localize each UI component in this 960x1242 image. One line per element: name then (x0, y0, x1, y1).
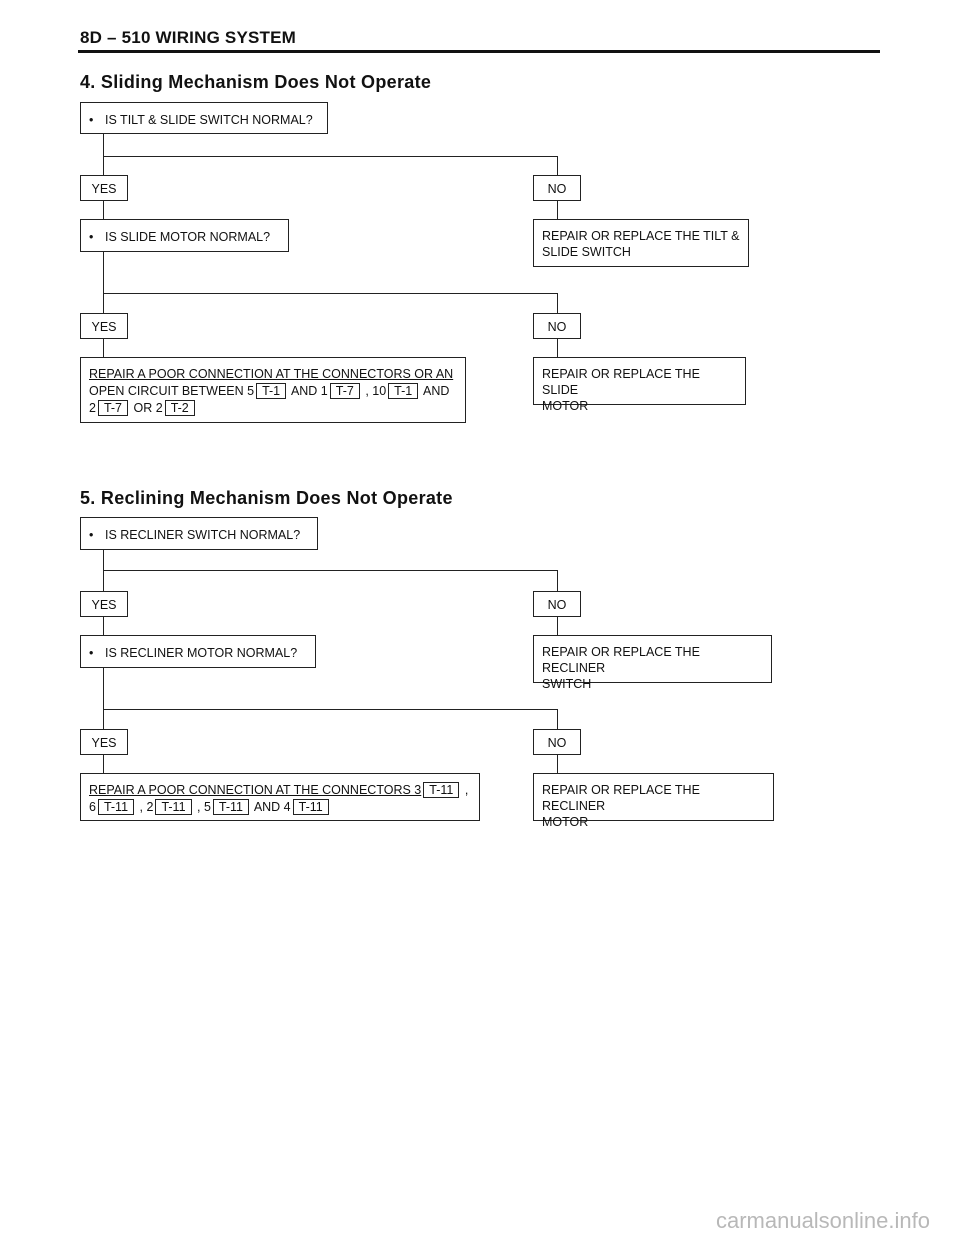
connector-line (103, 668, 104, 729)
section-4-title: 4. Sliding Mechanism Does Not Operate (80, 72, 432, 92)
connector-tag: T-7 (330, 383, 360, 399)
connector-tag: T-11 (155, 799, 191, 815)
connector-line (103, 293, 557, 294)
s4-yes-label-1: YES (80, 175, 128, 201)
action-line: REPAIR OR REPLACE THE TILT & (542, 229, 740, 243)
s5-yes-label-1: YES (80, 591, 128, 617)
action-line: REPAIR A POOR CONNECTION AT THE CONNECTORS 3 T-11 , (89, 783, 469, 797)
s4-yes-label-2: YES (80, 313, 128, 339)
s5-yes-label-2: YES (80, 729, 128, 755)
action-line: REPAIR OR REPLACE THE RECLINER (542, 783, 700, 813)
connector-line (103, 134, 104, 175)
s4-no-label-1: NO (533, 175, 581, 201)
section-5-title: 5. Reclining Mechanism Does Not Operate (80, 488, 453, 508)
s4-question-switch (80, 102, 328, 134)
connector-line (103, 156, 557, 157)
s4-question-motor-text: IS SLIDE MOTOR NORMAL? (105, 230, 271, 244)
s5-question-motor (80, 635, 316, 668)
connector-tag: T-11 (98, 799, 134, 815)
connector-line (557, 570, 558, 591)
action-line: REPAIR A POOR CONNECTION AT THE CONNECTORS OR AN (89, 367, 454, 381)
connector-line (557, 293, 558, 313)
action-line: REPAIR OR REPLACE THE SLIDE (542, 367, 700, 397)
action-line: MOTOR (542, 815, 589, 829)
connector-line (557, 156, 558, 175)
connector-line (557, 339, 558, 357)
s5-question-switch-text: IS RECLINER SWITCH NORMAL? (105, 528, 301, 542)
action-line: MOTOR (542, 399, 589, 413)
s4-action-replace-motor (533, 357, 746, 413)
action-line: SLIDE SWITCH (542, 245, 631, 259)
bullet-icon: • (89, 646, 94, 660)
connector-line (103, 755, 104, 773)
s5-question-motor-text: IS RECLINER MOTOR NORMAL? (105, 646, 298, 660)
s5-no-label-2: NO (533, 729, 581, 755)
connector-tag: T-1 (388, 383, 418, 399)
action-line: 2 T-7 OR 2 T-2 (89, 400, 457, 417)
connector-line (103, 709, 557, 710)
connector-line (557, 755, 558, 773)
connector-line (557, 201, 558, 220)
watermark-text: carmanualsonline.info (715, 1208, 930, 1233)
bullet-icon: • (89, 230, 94, 244)
connector-line (103, 339, 104, 357)
connector-tag: T-1 (256, 383, 286, 399)
action-line: SWITCH (542, 677, 592, 691)
bullet-icon: • (89, 528, 94, 542)
connector-tag: T-7 (98, 400, 128, 416)
connector-line (103, 570, 557, 571)
connector-line (103, 252, 104, 313)
page-header-title: 8D – 510 WIRING SYSTEM (80, 28, 297, 47)
s4-question-motor (80, 219, 289, 252)
s5-no-label-1: NO (533, 591, 581, 617)
s5-action-replace-switch (533, 635, 772, 691)
action-line: OPEN CIRCUIT BETWEEN 5 T-1 AND 1 T-7 , 10 T-1 AND (89, 384, 450, 398)
bullet-icon: • (89, 113, 94, 127)
connector-line (103, 201, 104, 220)
s4-action-replace-switch (533, 219, 749, 267)
s4-action-repair-connection (80, 357, 466, 423)
connector-tag: T-11 (213, 799, 249, 815)
connector-tag: T-2 (165, 400, 195, 416)
connector-tag: T-11 (293, 799, 329, 815)
s4-question-switch-text: IS TILT & SLIDE SWITCH NORMAL? (105, 113, 313, 127)
connector-line (557, 617, 558, 635)
connector-tag: T-11 (423, 782, 459, 798)
action-line: REPAIR OR REPLACE THE RECLINER (542, 645, 700, 675)
s5-question-switch (80, 517, 318, 550)
action-line: 6 T-11 , 2 T-11 , 5 T-11 AND 4 T-11 (89, 799, 471, 816)
header-rule (78, 50, 880, 53)
connector-line (557, 709, 558, 729)
s5-action-replace-motor (533, 773, 774, 829)
s5-action-repair-connection (80, 773, 480, 821)
connector-line (103, 617, 104, 635)
s4-no-label-2: NO (533, 313, 581, 339)
